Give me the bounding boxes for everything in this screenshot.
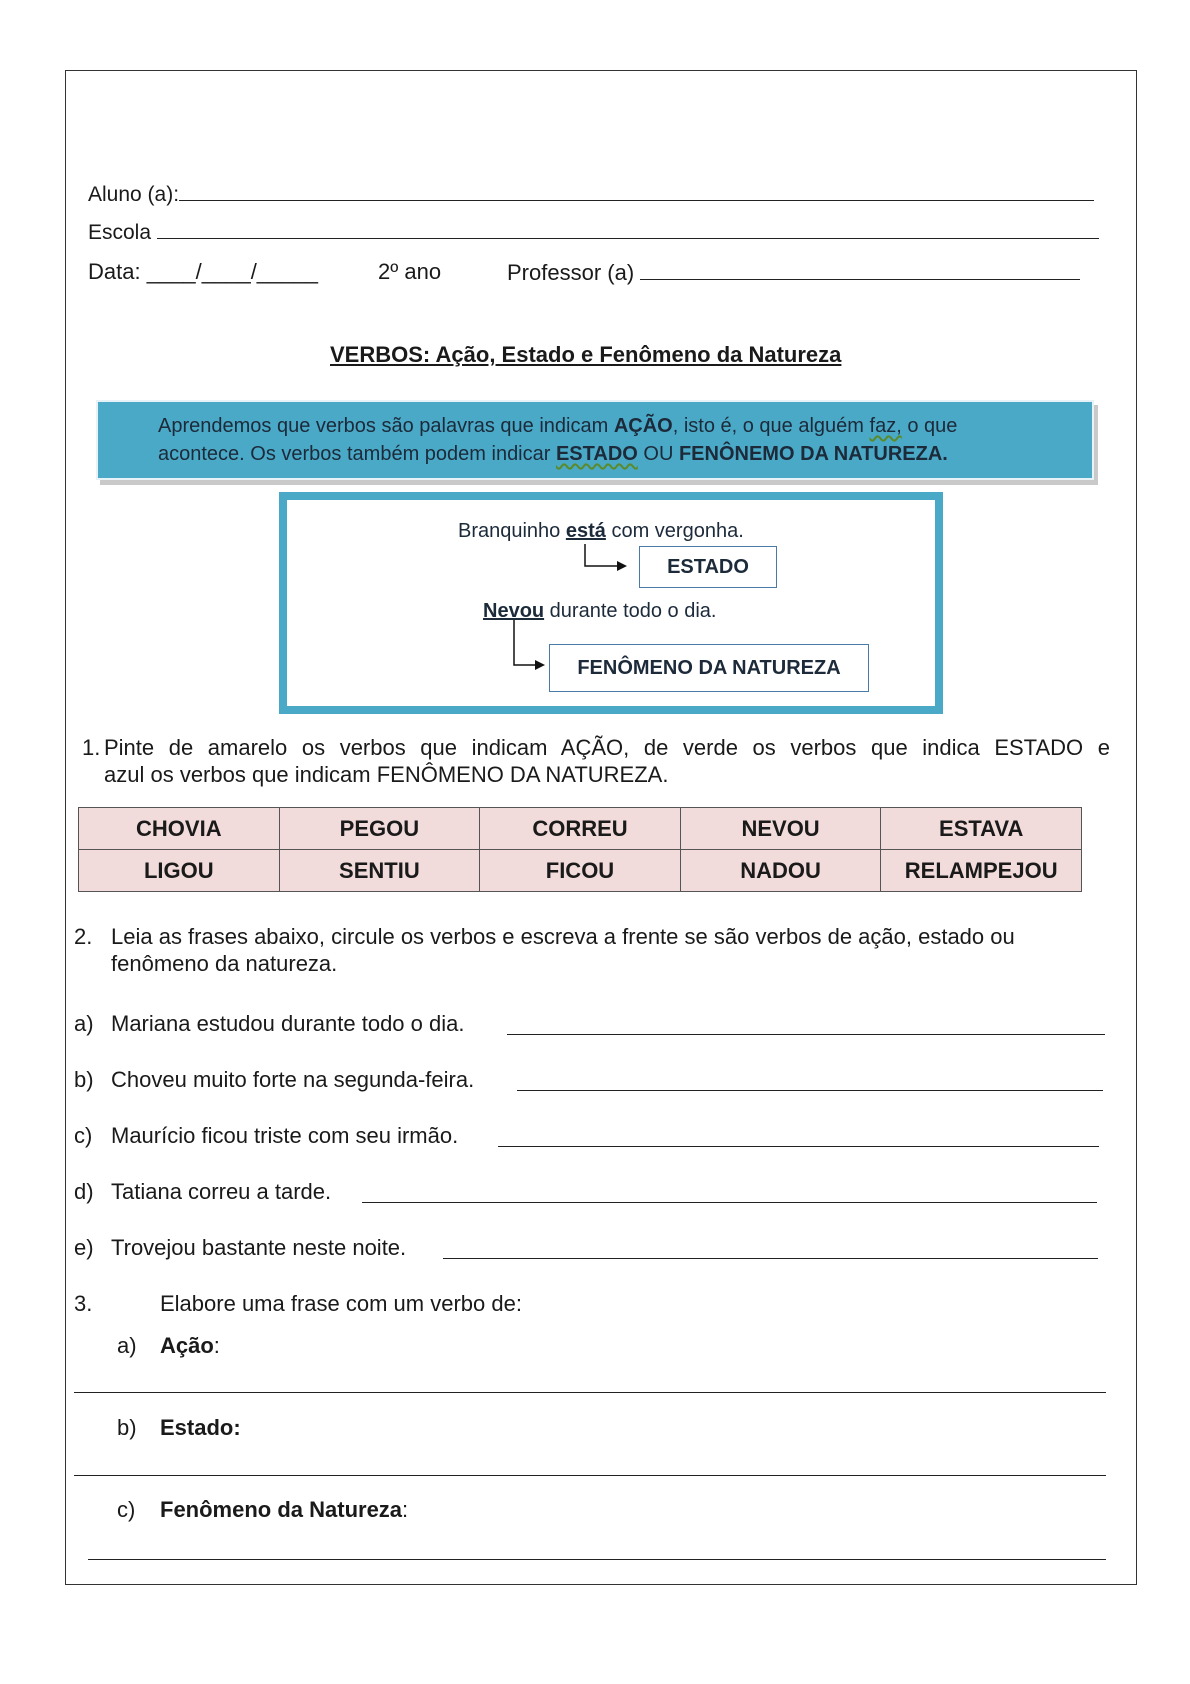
answer-line-a[interactable] <box>507 1034 1105 1035</box>
arrow-head-1 <box>617 561 627 571</box>
banner-text-part: acontece. Os verbos também podem indicar <box>158 443 556 465</box>
q2-line-2: fenômeno da natureza. <box>111 951 338 976</box>
info-banner <box>96 400 1094 480</box>
q3-item-b-label <box>160 1415 241 1441</box>
banner-fenomeno: FENÔNEMO DA NATUREZA. <box>678 443 948 465</box>
answer-line-e[interactable] <box>443 1258 1098 1259</box>
verb-nevou: Nevou <box>483 600 545 622</box>
verb-cell[interactable]: CHOVIA <box>79 808 280 850</box>
banner-faz: faz, <box>869 415 902 437</box>
banner-acao: AÇÃO <box>613 415 673 437</box>
q3-prompt: Elabore uma frase com um verbo de: <box>160 1291 522 1316</box>
q3-number: 3. <box>74 1291 93 1316</box>
data-label[interactable]: Data: ____/____/_____ <box>88 259 318 284</box>
banner-text <box>158 412 957 468</box>
q2-item-a <box>74 1011 94 1037</box>
verb-cell[interactable]: FICOU <box>480 850 681 892</box>
q2-item-b <box>74 1067 94 1093</box>
label-acao: Ação <box>160 1333 214 1358</box>
aluno-row <box>88 180 1094 208</box>
verb-cell[interactable]: SENTIU <box>279 850 480 892</box>
item-letter: a) <box>74 1011 94 1036</box>
banner-line-2 <box>158 440 957 468</box>
example-diagram <box>279 492 943 714</box>
sentence-text: Branquinho <box>458 520 566 542</box>
verb-cell[interactable]: NEVOU <box>680 808 881 850</box>
q3-item-b: b) <box>117 1415 137 1440</box>
ano-label: 2º ano <box>378 259 442 284</box>
q2-item-d-text: Tatiana correu a tarde. <box>111 1179 332 1204</box>
q1-line-2: azul os verbos que indicam FENÔMENO DA NATUREZA. <box>104 762 669 787</box>
label-suffix: : <box>213 1333 220 1358</box>
professor-input-line[interactable] <box>640 259 1080 280</box>
answer-line-fenomeno[interactable] <box>88 1559 1106 1560</box>
verb-esta: está <box>565 520 606 542</box>
verb-cell[interactable]: NADOU <box>680 850 881 892</box>
data-row <box>88 259 318 285</box>
professor-label: Professor (a) <box>507 260 635 285</box>
banner-text-part: OU <box>637 443 679 465</box>
q1-line-1: Pinte de amarelo os verbos que indicam AÇÃO, de verde os verbos que indica ESTADO e <box>104 735 1110 760</box>
q2-item-c-text: Maurício ficou triste com seu irmão. <box>111 1123 459 1148</box>
escola-input-line[interactable] <box>157 218 1099 239</box>
table-row <box>79 808 1082 850</box>
banner-text-part: Aprendemos que verbos são palavras que indicam <box>158 415 614 437</box>
aluno-input-line[interactable] <box>179 180 1094 201</box>
banner-text-part: o que <box>901 415 958 437</box>
item-letter: e) <box>74 1235 94 1260</box>
verb-cell[interactable]: PEGOU <box>279 808 480 850</box>
answer-line-c[interactable] <box>498 1146 1099 1147</box>
fenomeno-box: FENÔMENO DA NATUREZA <box>549 644 869 692</box>
banner-line-1 <box>158 412 957 440</box>
q2-number: 2. <box>74 924 93 949</box>
professor-row <box>507 259 1080 286</box>
verb-cell[interactable]: RELAMPEJOU <box>881 850 1082 892</box>
answer-line-acao[interactable] <box>74 1392 1106 1393</box>
label-estado: Estado: <box>160 1415 241 1440</box>
banner-text-part: , isto é, o que alguém <box>672 415 870 437</box>
q3-item-c: c) <box>117 1497 136 1522</box>
item-letter: d) <box>74 1179 94 1204</box>
verb-cell[interactable]: LIGOU <box>79 850 280 892</box>
verb-cell[interactable]: ESTAVA <box>881 808 1082 850</box>
diagram-panel <box>285 498 937 708</box>
item-letter: b) <box>74 1067 94 1092</box>
q2-item-a-text: Mariana estudou durante todo o dia. <box>111 1011 465 1036</box>
label-suffix: : <box>402 1497 409 1522</box>
q2-line-1: Leia as frases abaixo, circule os verbos e escreva a frente se são verbos de ação, estado ou <box>111 924 1015 949</box>
q2-item-d <box>74 1179 94 1205</box>
q2-item-b-text: Choveu muito forte na segunda-feira. <box>111 1067 475 1092</box>
sentence-text: durante todo o dia. <box>544 600 717 622</box>
label-fenomeno: Fenômeno da Natureza <box>160 1497 403 1522</box>
verbs-table <box>78 807 1082 892</box>
escola-row <box>88 218 1099 246</box>
q2-item-e-text: Trovejou bastante neste noite. <box>111 1235 407 1260</box>
example-sentence-2 <box>483 600 716 623</box>
answer-line-d[interactable] <box>362 1202 1097 1203</box>
q3-item-c-label <box>160 1497 408 1523</box>
banner-estado: ESTADO <box>555 443 638 465</box>
item-letter: c) <box>74 1123 93 1148</box>
table-row <box>79 850 1082 892</box>
answer-line-estado[interactable] <box>74 1475 1106 1476</box>
estado-box: ESTADO <box>639 546 777 588</box>
arrow-line-2 <box>514 620 535 665</box>
q2-item-e <box>74 1235 94 1261</box>
q1-number: 1. <box>82 735 101 760</box>
sentence-text: com vergonha. <box>605 520 744 542</box>
q2-item-c <box>74 1123 92 1149</box>
q3-item-a-label <box>160 1333 220 1359</box>
arrow-line-1 <box>585 544 617 566</box>
q3-item-a: a) <box>117 1333 137 1358</box>
answer-line-b[interactable] <box>517 1090 1103 1091</box>
page-title: VERBOS: Ação, Estado e Fenômeno da Natureza <box>330 342 842 367</box>
escola-label: Escola <box>88 221 152 244</box>
aluno-label: Aluno (a): <box>88 183 180 206</box>
verb-cell[interactable]: CORREU <box>480 808 681 850</box>
arrow-head-2 <box>535 660 545 670</box>
